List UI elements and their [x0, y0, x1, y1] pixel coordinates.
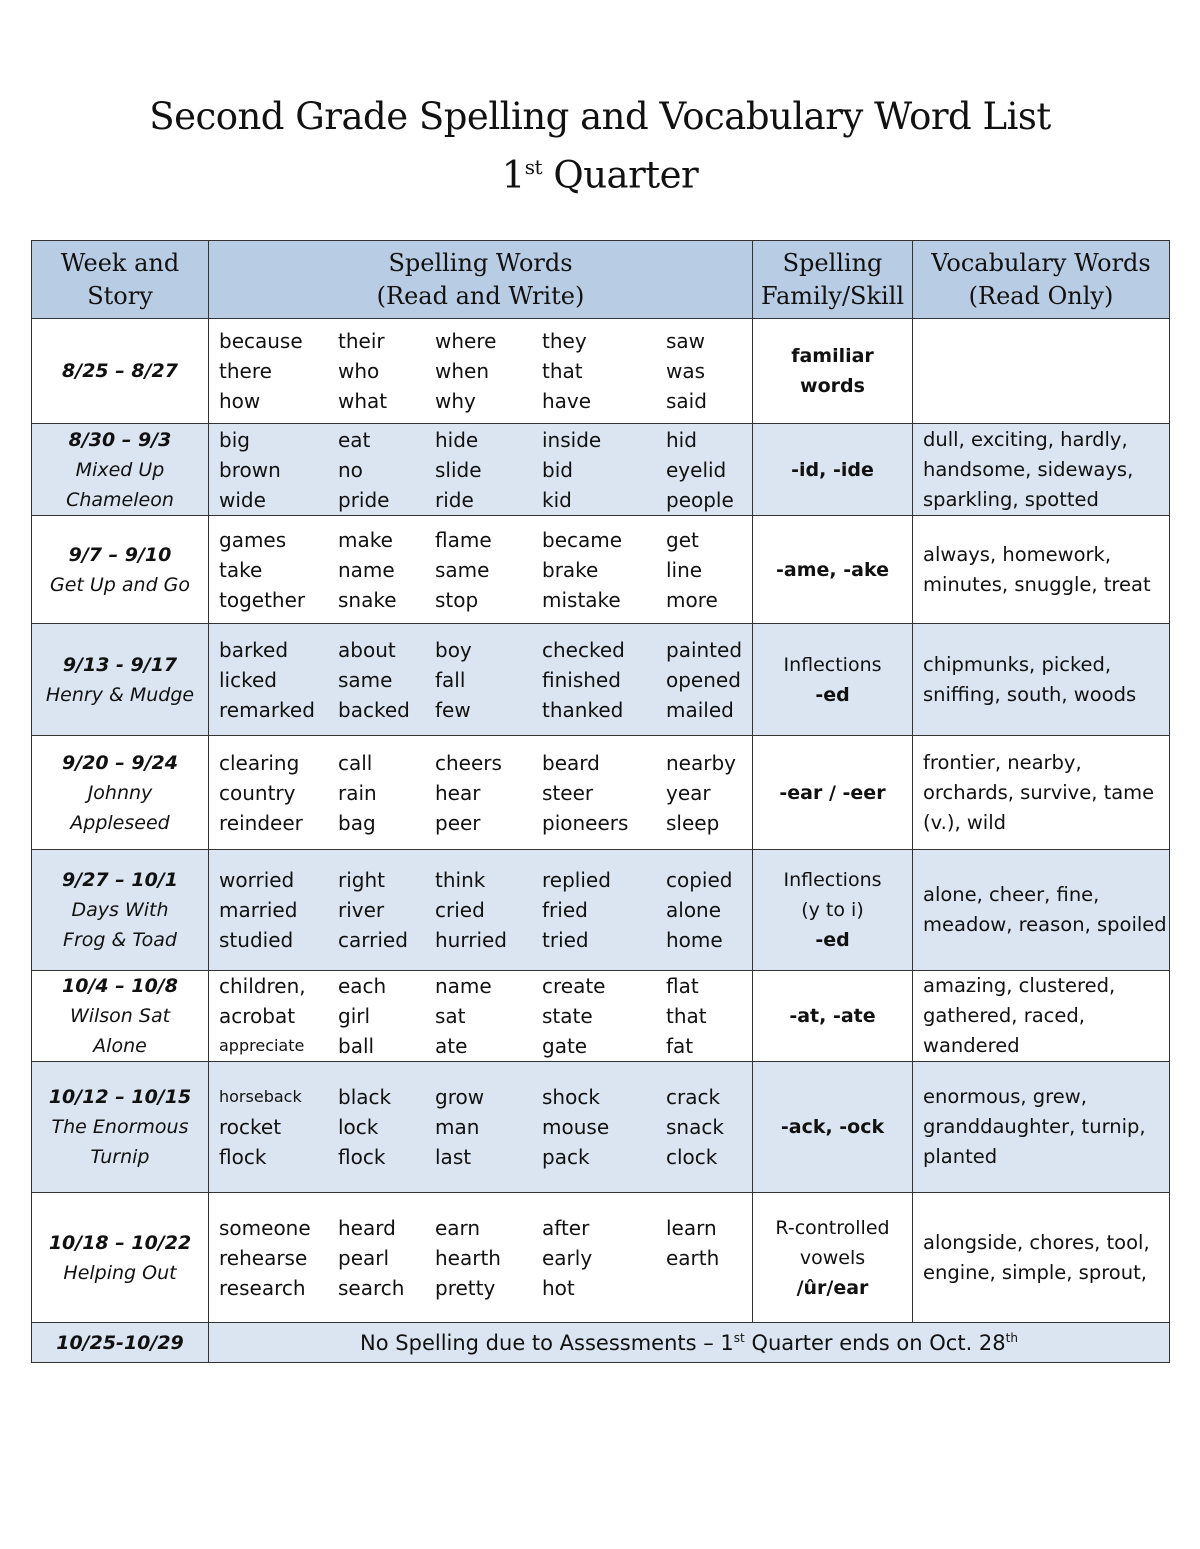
spelling-word: few — [435, 697, 471, 722]
table-row — [32, 624, 1170, 736]
table-row — [32, 850, 1170, 971]
spelling-word: name — [435, 974, 492, 998]
week-date: 10/12 – 10/15 — [48, 1086, 192, 1108]
spelling-word: children, — [219, 974, 306, 998]
spelling-word: opened — [666, 667, 741, 692]
spelling-word: hid — [666, 427, 697, 452]
skill-cell — [753, 850, 913, 971]
spelling-word: steer — [542, 780, 594, 805]
vocab-cell — [913, 850, 1170, 971]
week-cell — [32, 1062, 209, 1193]
week-cell — [32, 736, 209, 850]
table-row — [32, 1062, 1170, 1193]
spelling-word: where — [435, 329, 497, 353]
spelling-word: how — [219, 389, 261, 413]
vocab-words: alongside, chores, tool, engine, simple, sprout, — [923, 1230, 1150, 1284]
spelling-cell — [209, 850, 753, 971]
skill-line: familiar — [791, 345, 874, 367]
spelling-word: fall — [435, 667, 466, 692]
quarter-word: Quarter — [553, 153, 699, 197]
spelling-word — [666, 1273, 756, 1303]
spelling-word: girl — [338, 1004, 371, 1028]
spelling-word: replied — [542, 868, 611, 892]
spelling-word: clock — [666, 1145, 718, 1169]
story-title: Mixed Up — [75, 458, 165, 481]
spelling-word: inside — [542, 427, 602, 452]
spelling-word: name — [338, 557, 395, 582]
table-row — [32, 1193, 1170, 1323]
spelling-word: ate — [435, 1034, 468, 1058]
spelling-word: licked — [219, 667, 277, 692]
spelling-word: sat — [435, 1004, 466, 1028]
vocab-cell — [913, 1193, 1170, 1323]
spelling-word: painted — [666, 637, 743, 662]
spelling-word: brown — [219, 457, 281, 482]
spelling-word: mistake — [542, 587, 621, 612]
vocab-cell — [913, 1062, 1170, 1193]
spelling-word: state — [542, 1004, 593, 1028]
spelling-word: people — [666, 487, 734, 512]
title-line-1: Second Grade Spelling and Vocabulary Word List — [149, 95, 1051, 138]
spelling-word: what — [338, 389, 388, 413]
spelling-word: ball — [338, 1034, 375, 1058]
story-title: Alone — [93, 1035, 147, 1057]
spelling-word: create — [542, 974, 606, 998]
week-date: 9/13 - 9/17 — [62, 653, 178, 676]
spelling-word: brake — [542, 557, 599, 582]
spelling-word: wide — [219, 487, 266, 512]
vocab-words: always, homework, minutes, snuggle, treat — [923, 542, 1151, 596]
spelling-word: line — [666, 557, 703, 582]
spelling-word: tried — [542, 928, 589, 952]
spelling-word: became — [542, 527, 623, 552]
footer-date — [32, 1323, 209, 1363]
week-cell — [32, 971, 209, 1062]
spelling-word: hear — [435, 780, 481, 805]
spelling-word: flock — [338, 1145, 386, 1169]
spelling-cell — [209, 736, 753, 850]
spelling-word: home — [666, 928, 723, 952]
footer-note — [209, 1323, 1170, 1363]
spelling-word: bag — [338, 810, 376, 835]
spelling-word: early — [542, 1245, 593, 1270]
spelling-word: hurried — [435, 928, 508, 952]
spelling-word: earth — [666, 1245, 720, 1270]
spelling-word: barked — [219, 637, 289, 662]
spelling-word: research — [219, 1275, 306, 1300]
vocab-cell — [913, 319, 1170, 424]
spelling-word: clearing — [219, 750, 300, 775]
story-title: Frog & Toad — [63, 929, 177, 951]
skill-line: -id, -ide — [791, 458, 874, 481]
header-skill: Spelling Family/Skill — [753, 241, 913, 319]
header-vocab: Vocabulary Words (Read Only) — [913, 241, 1170, 319]
week-cell — [32, 624, 209, 736]
table-row — [32, 319, 1170, 424]
week-date: 9/27 – 10/1 — [62, 869, 178, 891]
spelling-cell — [209, 1193, 753, 1323]
spelling-word: cried — [435, 898, 485, 922]
skill-line: (y to i) — [801, 899, 864, 921]
spelling-word: snake — [338, 587, 397, 612]
spelling-word: stop — [435, 587, 479, 612]
skill-line: /ûr/ear — [796, 1276, 869, 1299]
footer-sup1: st — [733, 1330, 745, 1345]
spelling-word: last — [435, 1145, 472, 1169]
skill-cell — [753, 1062, 913, 1193]
week-cell — [32, 424, 209, 516]
spelling-cell — [209, 319, 753, 424]
spelling-word: about — [338, 637, 396, 662]
spelling-word: horseback — [219, 1087, 302, 1106]
spelling-word: flame — [435, 527, 492, 552]
spelling-word: cheers — [435, 750, 502, 775]
word-list-table — [31, 240, 1170, 1363]
story-title: Turnip — [90, 1146, 150, 1168]
spelling-word: take — [219, 557, 263, 582]
spelling-word: eyelid — [666, 457, 727, 482]
spelling-word: hot — [542, 1275, 575, 1300]
skill-cell — [753, 736, 913, 850]
spelling-word: river — [338, 898, 385, 922]
spelling-word: pack — [542, 1145, 590, 1169]
spelling-word: pride — [338, 487, 390, 512]
spelling-word: worried — [219, 868, 295, 892]
spelling-word: more — [666, 587, 718, 612]
spelling-word: have — [542, 389, 592, 413]
spelling-word: carried — [338, 928, 408, 952]
spelling-word: remarked — [219, 697, 315, 722]
spelling-word: together — [219, 587, 306, 612]
spelling-word: peer — [435, 810, 481, 835]
week-date: 8/30 – 9/3 — [68, 428, 172, 451]
header-week: Week and Story — [32, 241, 209, 319]
spelling-word: when — [435, 359, 490, 383]
spelling-word: thanked — [542, 697, 624, 722]
spelling-word: get — [666, 527, 699, 552]
spelling-word: pearl — [338, 1245, 390, 1270]
spelling-word: why — [435, 389, 476, 413]
skill-cell — [753, 624, 913, 736]
spelling-word: because — [219, 329, 303, 353]
spelling-word: flock — [219, 1145, 267, 1169]
spelling-word: was — [666, 359, 706, 383]
spelling-word: no — [338, 457, 363, 482]
spelling-word: flat — [666, 974, 699, 998]
spelling-cell — [209, 1062, 753, 1193]
spelling-cell — [209, 424, 753, 516]
week-date: 8/25 – 8/27 — [62, 360, 178, 382]
spelling-word: shock — [542, 1085, 600, 1109]
spelling-word: kid — [542, 487, 572, 512]
spelling-word: they — [542, 329, 587, 353]
table-row — [32, 971, 1170, 1062]
skill-line: -ed — [815, 683, 850, 706]
week-cell — [32, 850, 209, 971]
skill-cell — [753, 319, 913, 424]
skill-line: Inflections — [783, 653, 882, 676]
spelling-word: eat — [338, 427, 371, 452]
week-date: 9/7 – 9/10 — [68, 543, 172, 566]
footer-sup2: th — [1005, 1330, 1018, 1345]
spelling-word: acrobat — [219, 1004, 296, 1028]
week-cell — [32, 516, 209, 624]
spelling-word: studied — [219, 928, 294, 952]
header-row — [32, 241, 1170, 319]
vocab-words: chipmunks, picked, sniffing, south, woods — [923, 652, 1137, 706]
skill-line: -ed — [815, 929, 850, 951]
spelling-word: search — [338, 1275, 405, 1300]
week-date: 9/20 – 9/24 — [62, 751, 178, 774]
skill-line: vowels — [799, 1246, 866, 1269]
table-row — [32, 516, 1170, 624]
skill-line: -ear / -eer — [779, 781, 886, 804]
vocab-words: frontier, nearby, orchards, survive, tame (v.), wild — [923, 750, 1155, 834]
spelling-word: make — [338, 527, 393, 552]
spelling-word: each — [338, 974, 387, 998]
week-cell — [32, 1193, 209, 1323]
footer-text2: Quarter ends on Oct. 28 — [744, 1330, 1006, 1355]
spelling-word: rocket — [219, 1115, 282, 1139]
spelling-word: big — [219, 427, 250, 452]
spelling-word: think — [435, 868, 486, 892]
spelling-word: appreciate — [219, 1036, 305, 1055]
skill-line: -at, -ate — [789, 1005, 876, 1027]
vocab-words: dull, exciting, hardly, handsome, sideways, sparkling, spotted — [923, 427, 1134, 511]
vocab-cell — [913, 971, 1170, 1062]
page-title — [0, 92, 1200, 200]
story-title: Helping Out — [63, 1261, 177, 1284]
spelling-word: right — [338, 868, 385, 892]
spelling-word: rain — [338, 780, 377, 805]
week-date: 10/18 – 10/22 — [48, 1231, 192, 1254]
footer-date-text: 10/25-10/29 — [56, 1331, 184, 1354]
footer-text1: No Spelling due to Assessments – 1 — [360, 1330, 734, 1355]
spelling-word: bid — [542, 457, 573, 482]
story-title: Johnny — [87, 781, 153, 804]
spelling-word: beard — [542, 750, 600, 775]
spelling-word: who — [338, 359, 380, 383]
spelling-word: that — [666, 1004, 707, 1028]
quarter-sup: st — [524, 155, 543, 179]
story-title: The Enormous — [51, 1116, 189, 1138]
spelling-word: earn — [435, 1215, 481, 1240]
spelling-word: hide — [435, 427, 479, 452]
spelling-word: pioneers — [542, 810, 629, 835]
header-spelling: Spelling Words (Read and Write) — [209, 241, 753, 319]
skill-line: words — [800, 375, 865, 397]
skill-cell — [753, 424, 913, 516]
story-title: Get Up and Go — [49, 573, 191, 596]
spelling-cell — [209, 971, 753, 1062]
story-title: Days With — [71, 899, 169, 921]
spelling-word: black — [338, 1085, 392, 1109]
spelling-word: married — [219, 898, 298, 922]
spelling-word: reindeer — [219, 810, 303, 835]
spelling-word: heard — [338, 1215, 396, 1240]
spelling-word: fried — [542, 898, 588, 922]
spelling-word: nearby — [666, 750, 736, 775]
spelling-word: sleep — [666, 810, 720, 835]
spelling-cell — [209, 516, 753, 624]
spelling-word: call — [338, 750, 373, 775]
spelling-word: there — [219, 359, 272, 383]
vocab-words: enormous, grew, granddaughter, turnip, planted — [923, 1085, 1146, 1168]
week-cell — [32, 319, 209, 424]
spelling-word: hearth — [435, 1245, 501, 1270]
vocab-words: alone, cheer, fine, meadow, reason, spoiled — [923, 883, 1167, 936]
table-row — [32, 424, 1170, 516]
spelling-word: someone — [219, 1215, 311, 1240]
spelling-word: lock — [338, 1115, 379, 1139]
footer-row — [32, 1323, 1170, 1363]
spelling-word: man — [435, 1115, 480, 1139]
spelling-word: their — [338, 329, 385, 353]
story-title: Appleseed — [70, 811, 170, 834]
vocab-cell — [913, 424, 1170, 516]
spelling-word: alone — [666, 898, 722, 922]
spelling-word: boy — [435, 637, 472, 662]
spelling-word: finished — [542, 667, 621, 692]
spelling-word: same — [338, 667, 393, 692]
spelling-word: saw — [666, 329, 706, 353]
spelling-word: backed — [338, 697, 410, 722]
vocab-words: amazing, clustered, gathered, raced, wandered — [923, 974, 1116, 1057]
spelling-word: that — [542, 359, 583, 383]
spelling-cell — [209, 624, 753, 736]
spelling-word: fat — [666, 1034, 694, 1058]
spelling-word: games — [219, 527, 287, 552]
skill-line: -ack, -ock — [780, 1116, 885, 1138]
skill-cell — [753, 1193, 913, 1323]
spelling-word: gate — [542, 1034, 588, 1058]
week-date: 10/4 – 10/8 — [62, 975, 178, 997]
spelling-word: country — [219, 780, 296, 805]
spelling-word: crack — [666, 1085, 721, 1109]
vocab-cell — [913, 516, 1170, 624]
skill-line: -ame, -ake — [776, 558, 889, 581]
vocab-cell — [913, 624, 1170, 736]
spelling-word: said — [666, 389, 707, 413]
skill-line: R-controlled — [775, 1216, 890, 1239]
spelling-word: copied — [666, 868, 733, 892]
spelling-word: slide — [435, 457, 482, 482]
title-line-2 — [0, 142, 1200, 200]
spelling-word: mailed — [666, 697, 734, 722]
story-title: Chameleon — [66, 488, 174, 511]
vocab-cell — [913, 736, 1170, 850]
skill-cell — [753, 516, 913, 624]
spelling-word: checked — [542, 637, 625, 662]
spelling-word: snack — [666, 1115, 724, 1139]
skill-line: Inflections — [783, 869, 882, 891]
story-title: Wilson Sat — [69, 1005, 171, 1027]
skill-cell — [753, 971, 913, 1062]
spelling-word: learn — [666, 1215, 717, 1240]
spelling-word: after — [542, 1215, 590, 1240]
story-title: Henry & Mudge — [45, 683, 195, 706]
spelling-word: year — [666, 780, 711, 805]
spelling-word: ride — [435, 487, 474, 512]
spelling-word: pretty — [435, 1275, 496, 1300]
spelling-word: same — [435, 557, 490, 582]
spelling-word: rehearse — [219, 1245, 308, 1270]
spelling-word: mouse — [542, 1115, 610, 1139]
table-row — [32, 736, 1170, 850]
spelling-word: grow — [435, 1085, 485, 1109]
quarter-number: 1 — [501, 153, 525, 197]
